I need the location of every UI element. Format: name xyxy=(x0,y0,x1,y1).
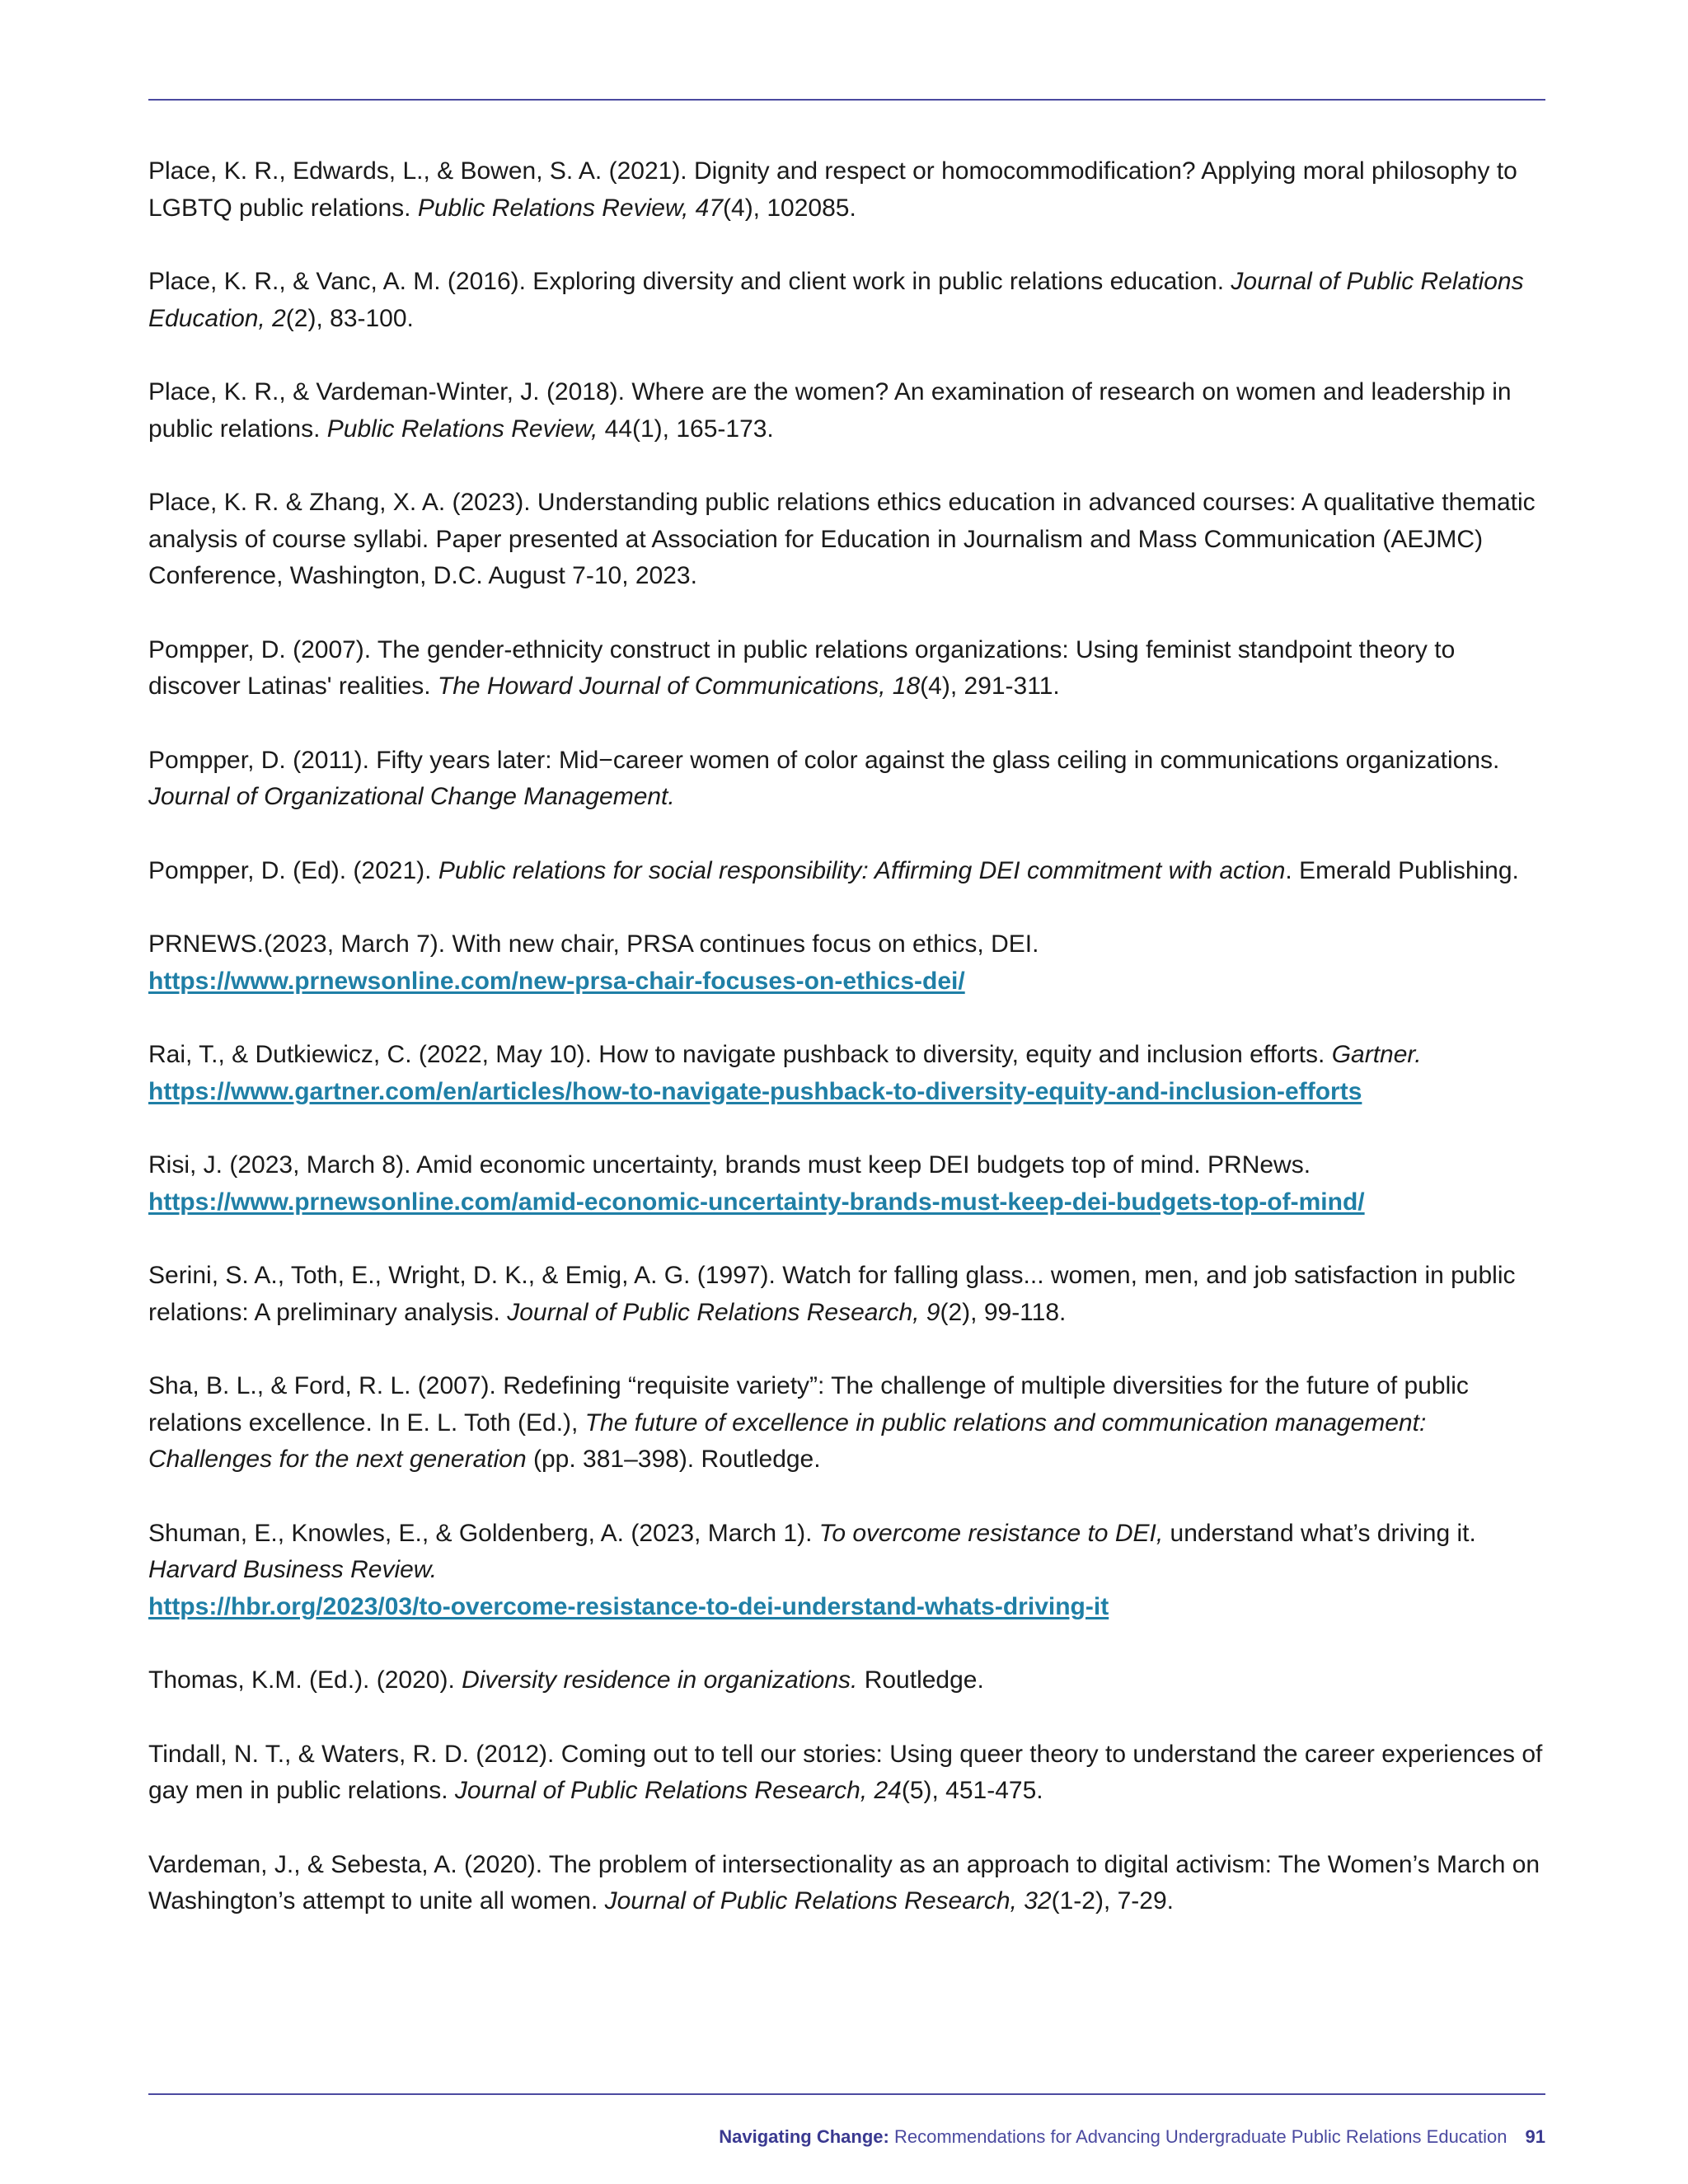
reference-item: Serini, S. A., Toth, E., Wright, D. K., & Emig, A. G. (1997). Watch for falling glass... women, men, and job satisfaction in public relations: A preliminary analysis. Journal of Public Relations Research, 9(2), 99-118. xyxy=(148,1262,1516,1326)
reference-item: Pompper, D. (Ed). (2021). Public relations for social responsibility: Affirming DEI commitment with action. Emerald Publishing. xyxy=(148,856,1519,884)
reference-item: Tindall, N. T., & Waters, R. D. (2012). Coming out to tell our stories: Using queer theory to understand the career experiences of gay men in public relations. Journal of Public Relations Research, 24(5), 451-475. xyxy=(148,1740,1543,1804)
reference-link[interactable]: https://hbr.org/2023/03/to-overcome-resistance-to-dei-understand-whats-driving-it xyxy=(148,1592,1109,1620)
reference-item: Pompper, D. (2007). The gender-ethnicity construct in public relations organizations: Using feminist standpoint theory to discover Latinas' realities. The Howard Journal of Communications, 18(4), 291-311. xyxy=(148,635,1456,700)
reference-item: Pompper, D. (2011). Fifty years later: Mid−career women of color against the glass ceiling in communications organizations. Journal of Organizational Change Management. xyxy=(148,746,1500,810)
page-footer xyxy=(719,2126,1545,2148)
reference-item: Sha, B. L., & Ford, R. L. (2007). Redefining “requisite variety”: The challenge of multiple diversities for the future of public relations excellence. In E. L. Toth (Ed.), The future of excellence in public relations and communication management: Challenges for the next generation (pp. 381–398). Routledge. xyxy=(148,1372,1469,1473)
reference-item: PRNEWS.(2023, March 7). With new chair, PRSA continues focus on ethics, DEI. https://www.prnewsonline.com/new-prsa-chair-focuses-on-ethics-dei/ xyxy=(148,926,1545,1000)
footer-title: Navigating Change: xyxy=(719,2126,889,2147)
page-number: 91 xyxy=(1525,2126,1545,2147)
reference-link[interactable]: https://www.gartner.com/en/articles/how-to-navigate-pushback-to-diversity-equity-and-inclusion-efforts xyxy=(148,1077,1362,1105)
reference-link[interactable]: https://www.prnewsonline.com/new-prsa-chair-focuses-on-ethics-dei/ xyxy=(148,967,965,995)
reference-item: Shuman, E., Knowles, E., & Goldenberg, A. (2023, March 1). To overcome resistance to DEI, understand what’s driving it. Harvard Business Review. https://hbr.org/2023/03/to-overcome-resistance-to-dei-understand-whats-driving-it xyxy=(148,1516,1545,1626)
footer-rule xyxy=(148,2093,1545,2095)
reference-item: Place, K. R., Edwards, L., & Bowen, S. A. (2021). Dignity and respect or homocommodification? Applying moral philosophy to LGBTQ public relations. Public Relations Review, 47(4), 102085. xyxy=(148,157,1517,222)
reference-item: Thomas, K.M. (Ed.). (2020). Diversity residence in organizations. Routledge. xyxy=(148,1666,984,1694)
reference-item: Risi, J. (2023, March 8). Amid economic uncertainty, brands must keep DEI budgets top of mind. PRNews. https://www.prnewsonline.com/amid-economic-uncertainty-brands-must-keep-dei-budgets-top-of-mind/ xyxy=(148,1147,1545,1221)
footer-subtitle: Recommendations for Advancing Undergraduate Public Relations Education xyxy=(889,2126,1507,2147)
reference-item: Place, K. R. & Zhang, X. A. (2023). Understanding public relations ethics education in advanced courses: A qualitative thematic analysis of course syllabi. Paper presented at Association for Education in Journalism and Mass Communication (AEJMC) Conference, Washington, D.C. August 7-10, 2023. xyxy=(148,489,1536,589)
header-rule xyxy=(148,99,1545,101)
reference-item: Rai, T., & Dutkiewicz, C. (2022, May 10). How to navigate pushback to diversity, equity and inclusion efforts. Gartner. https://www.gartner.com/en/articles/how-to-navigate-pushback-to-diversity-equity-and-inclusion-efforts xyxy=(148,1037,1545,1110)
reference-item: Place, K. R., & Vardeman-Winter, J. (2018). Where are the women? An examination of research on women and leadership in public relations. Public Relations Review, 44(1), 165-173. xyxy=(148,378,1512,443)
reference-link[interactable]: https://www.prnewsonline.com/amid-economic-uncertainty-brands-must-keep-dei-budgets-top-of-mind/ xyxy=(148,1188,1365,1216)
reference-list xyxy=(148,153,1545,1957)
reference-item: Place, K. R., & Vanc, A. M. (2016). Exploring diversity and client work in public relations education. Journal of Public Relations Education, 2(2), 83-100. xyxy=(148,268,1524,332)
reference-item: Vardeman, J., & Sebesta, A. (2020). The problem of intersectionality as an approach to digital activism: The Women’s March on Washington’s attempt to unite all women. Journal of Public Relations Research, 32(1-2), 7-29. xyxy=(148,1850,1540,1915)
